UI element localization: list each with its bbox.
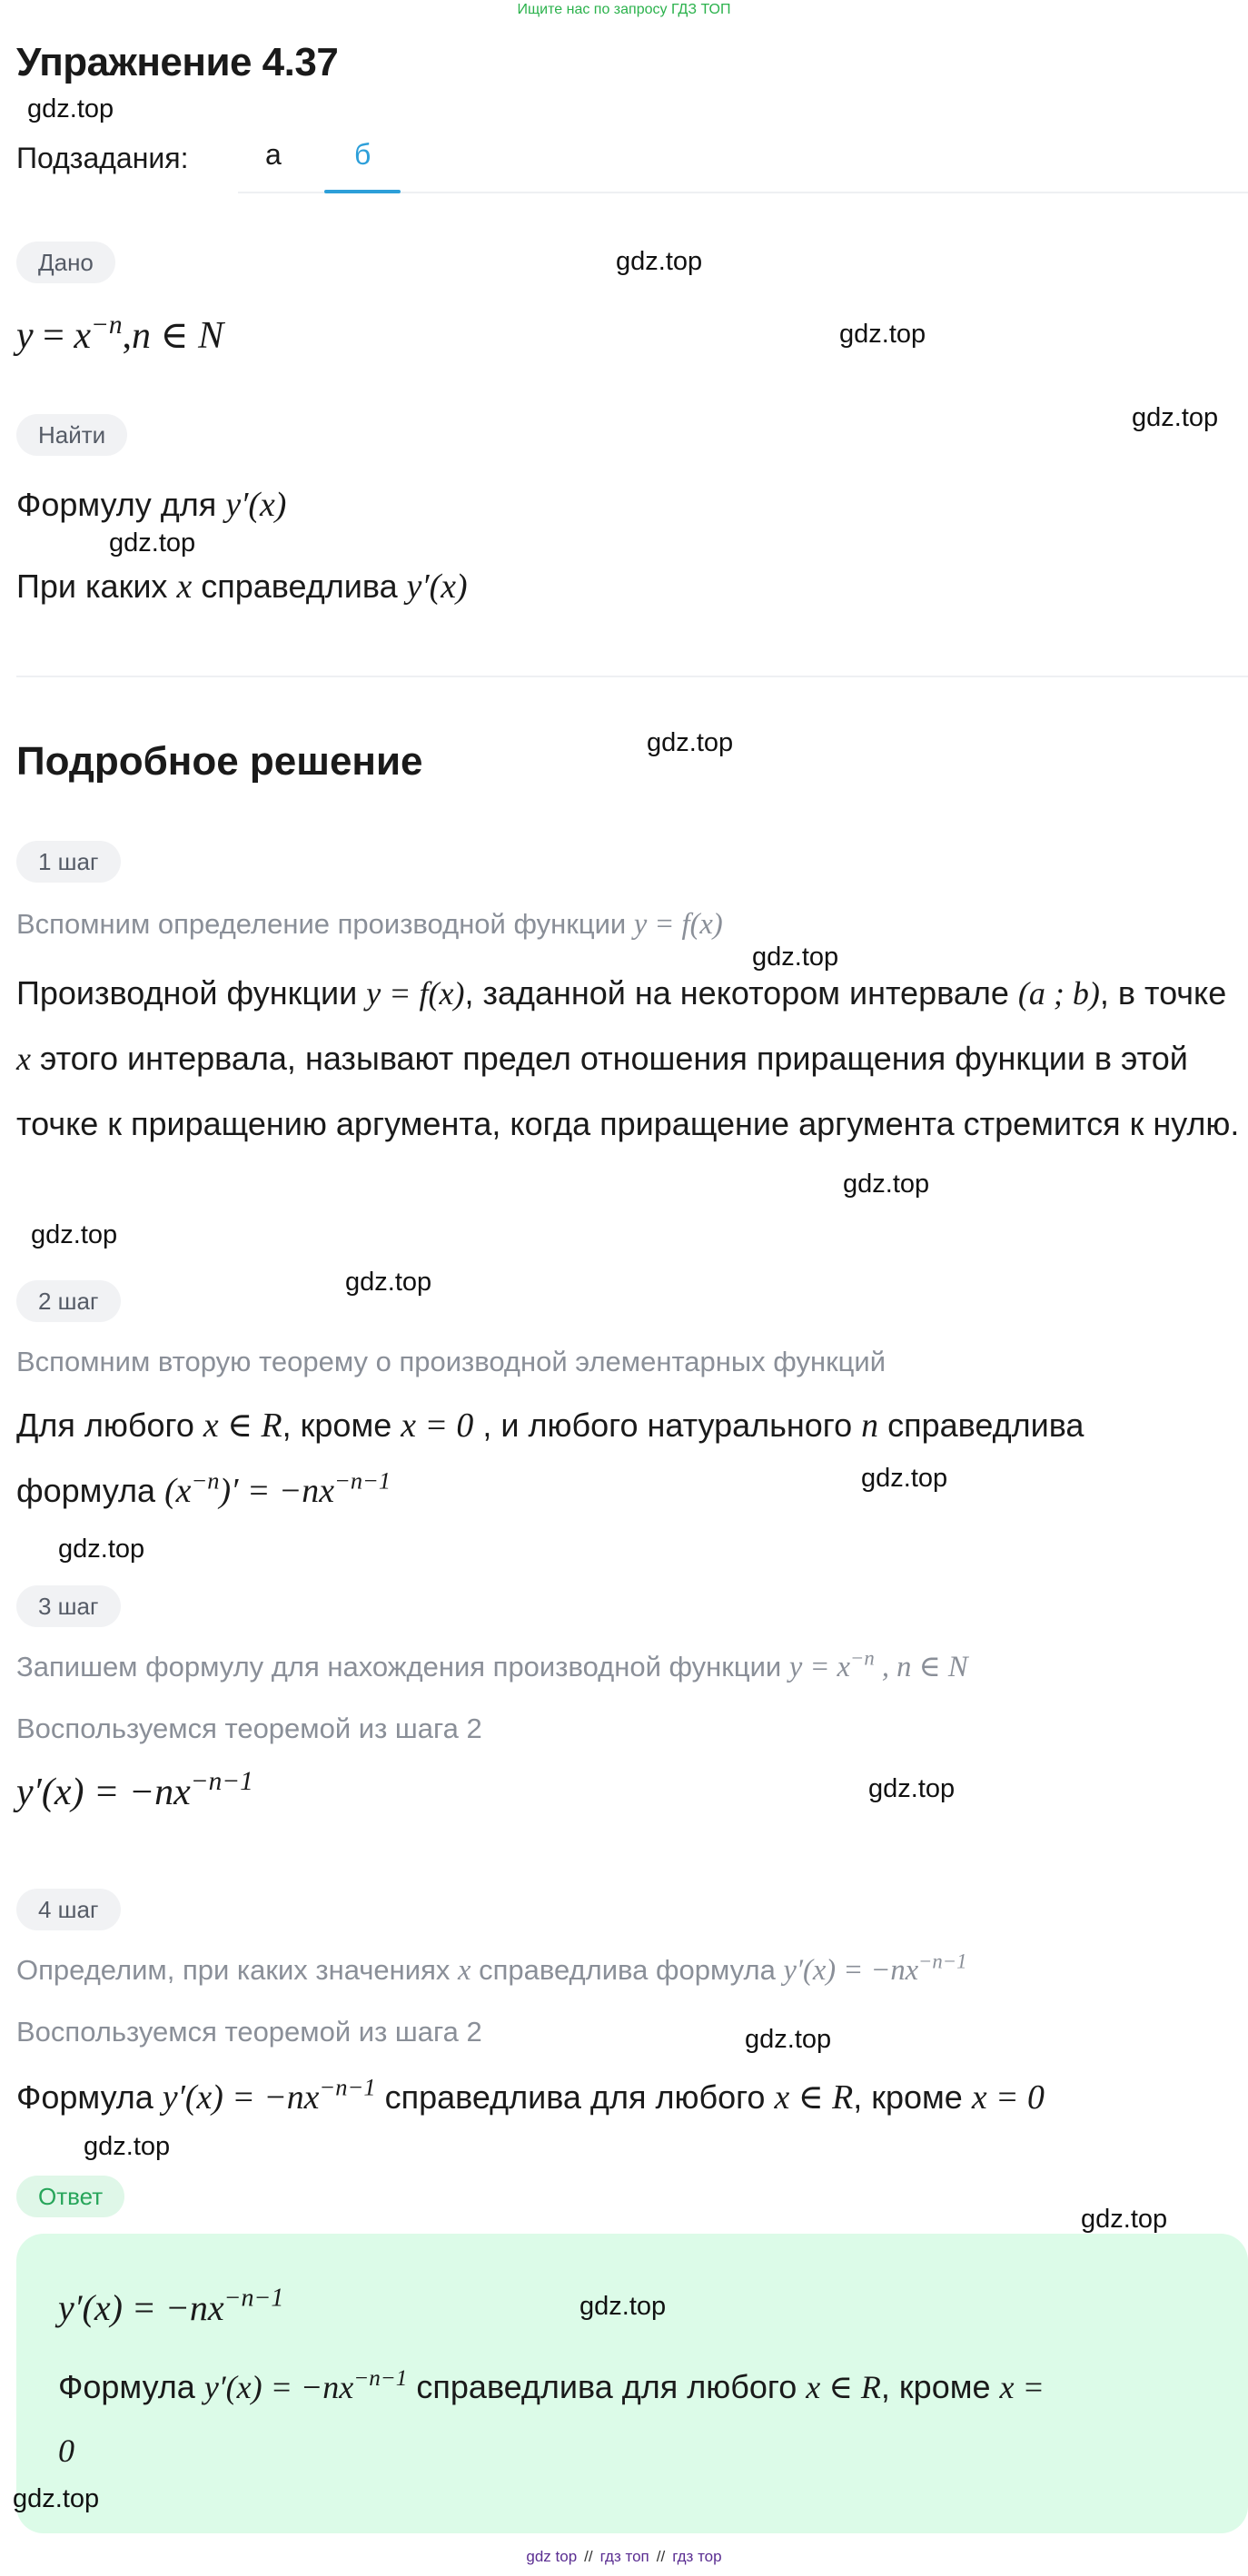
step-3-hint-2: Воспользуемся теоремой из шага 2 xyxy=(16,1712,482,1744)
tab-b[interactable]: б xyxy=(354,138,371,171)
watermark: gdz.top xyxy=(745,2025,832,2054)
step-2-pill: 2 шаг xyxy=(16,1280,121,1322)
footer-separator: // xyxy=(584,2548,593,2565)
watermark: gdz.top xyxy=(1132,403,1219,432)
step-3-result: $y'(x) = -nx^{-n-1}$ xyxy=(16,1766,253,1813)
watermark: gdz.top xyxy=(1081,2205,1168,2234)
watermark: gdz.top xyxy=(58,1535,145,1564)
watermark: gdz.top xyxy=(843,1170,930,1199)
answer-statement-cont: 0 xyxy=(58,2433,74,2469)
step-3-hint: Запишем формулу для нахождения производной функции $y = x^{-n}$ , n ∈ N xyxy=(16,1646,968,1683)
watermark: gdz.top xyxy=(861,1464,948,1493)
page-title: Упражнение 4.37 xyxy=(16,40,339,84)
step-4-hint: Определим, при каких значениях x справедлива формула $y'(x) = -nx^{-n-1}$ xyxy=(16,1949,967,1987)
step-1-hint: Вспомним определение производной функции y = f(x) xyxy=(16,908,723,941)
footer-links xyxy=(0,2548,1248,2566)
step-4-hint-2: Воспользуемся теоремой из шага 2 xyxy=(16,2016,482,2048)
watermark: gdz.top xyxy=(84,2132,171,2161)
find-line-2: При каких x справедлива y′(x) xyxy=(16,568,468,606)
watermark: gdz.top xyxy=(31,1220,118,1249)
find-line-1: Формулу для y′(x) xyxy=(16,486,287,524)
step-2-formula: формула $(x^{-n})' = -nx^{-n-1}$ xyxy=(16,1466,391,1510)
step-1-pill: 1 шаг xyxy=(16,841,121,883)
step-2-line-1: Для любого x ∈ R, кроме x = 0 , и любого натурального n справедлива xyxy=(16,1406,1085,1445)
watermark: gdz.top xyxy=(868,1774,956,1803)
step-1-definition: Производной функции y = f(x), заданной на некотором интервале (a ; b), в точке x этого интервала, называют предел отношения приращения функции в этой точке к приращению аргумента, когда приращение аргумента стремится к нулю. xyxy=(16,974,1240,1142)
answer-statement: Формула $y'(x) = -nx^{-n-1}$ справедлива для любого x ∈ R, кроме x = xyxy=(58,2366,1045,2405)
given-pill: Дано xyxy=(16,242,115,283)
footer-link[interactable]: гдз тор xyxy=(672,2548,722,2565)
footer-link[interactable]: гдз топ xyxy=(599,2548,649,2565)
watermark: gdz.top xyxy=(27,94,114,123)
footer-link[interactable]: gdz top xyxy=(526,2548,578,2565)
watermark: gdz.top xyxy=(579,2292,667,2321)
watermark: gdz.top xyxy=(109,528,196,558)
step-4-conclusion: Формула $y'(x) = -nx^{-n-1}$ справедлива для любого x ∈ R, кроме x = 0 xyxy=(16,2073,1045,2117)
step-4-pill: 4 шаг xyxy=(16,1889,121,1930)
subtasks-label: Подзадания: xyxy=(16,142,189,174)
answer-box xyxy=(16,2234,1248,2533)
find-pill: Найти xyxy=(16,414,127,456)
solution-title: Подробное решение xyxy=(16,739,423,784)
step-3-pill: 3 шаг xyxy=(16,1585,121,1627)
top-banner: Ищите нас по запросу ГДЗ ТОП xyxy=(517,2,731,17)
watermark: gdz.top xyxy=(13,2484,100,2513)
watermark: gdz.top xyxy=(616,247,703,276)
watermark: gdz.top xyxy=(345,1268,432,1297)
answer-pill: Ответ xyxy=(16,2176,124,2217)
tab-a[interactable]: а xyxy=(265,138,282,171)
step-2-hint: Вспомним вторую теорему о производной элементарных функций xyxy=(16,1346,886,1377)
watermark: gdz.top xyxy=(647,728,734,757)
footer-separator: // xyxy=(656,2548,666,2565)
watermark: gdz.top xyxy=(839,320,926,349)
watermark: gdz.top xyxy=(752,943,839,972)
given-expression: $y = x^{-n},n$ ∈ N xyxy=(16,310,224,357)
section-divider xyxy=(16,676,1248,677)
answer-formula: $y'(x) = -nx^{-n-1}$ xyxy=(58,2284,284,2328)
active-tab-indicator xyxy=(324,190,401,193)
